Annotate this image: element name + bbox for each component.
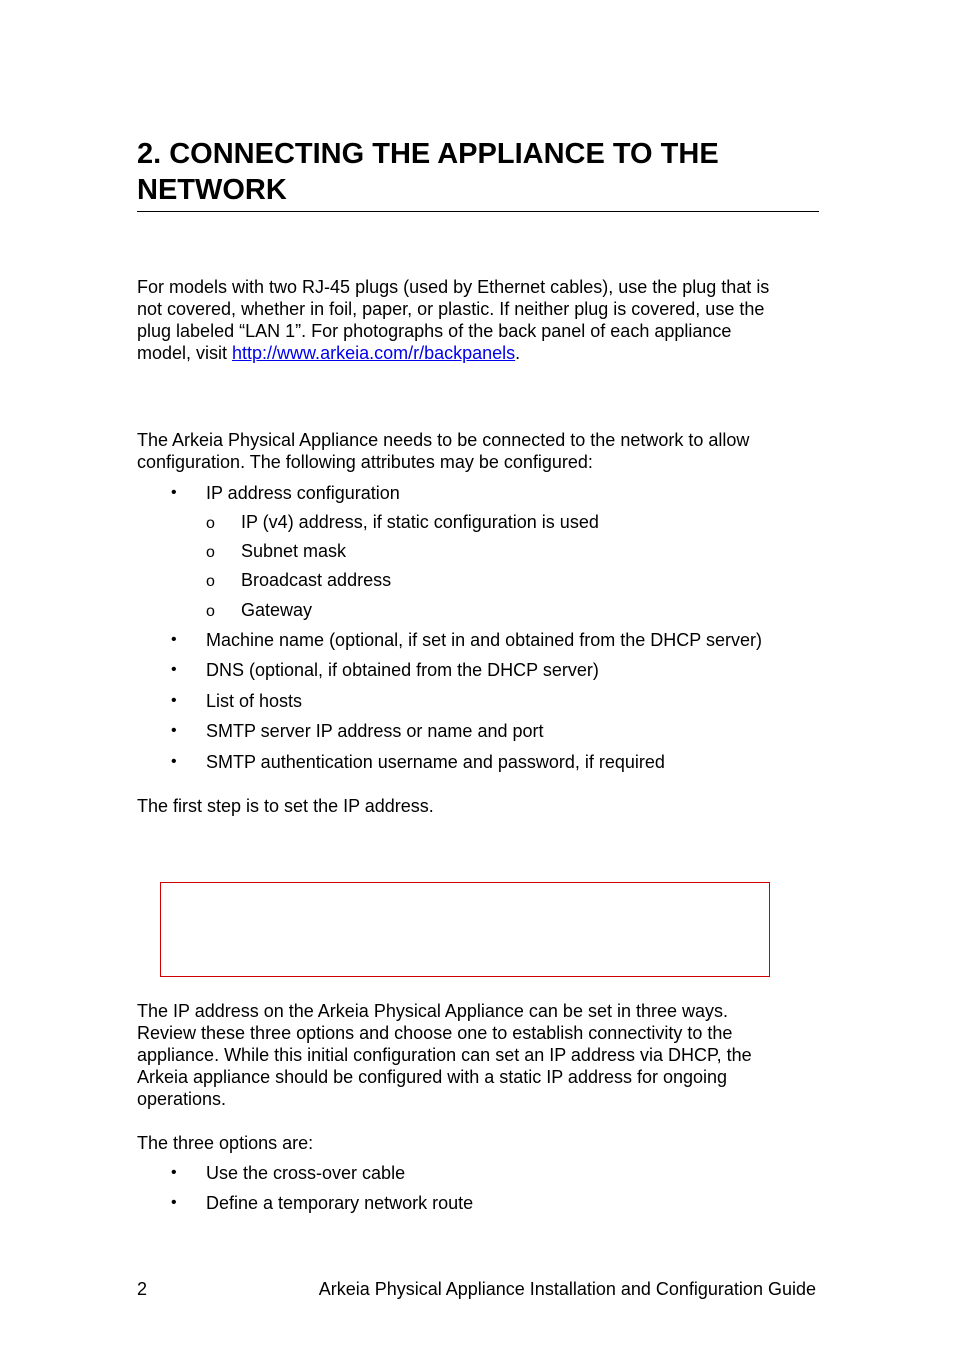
bullet-icon: • xyxy=(171,484,177,501)
ip-paragraph-line: Review these three options and choose one to establish connectivity to the xyxy=(137,1023,733,1043)
sub-bullet-icon: o xyxy=(206,603,215,620)
list-item-text: Machine name (optional, if set in and obtained from the DHCP server) xyxy=(206,630,762,650)
sub-bullet-icon: o xyxy=(206,515,215,532)
list-item-text: SMTP authentication username and password, if required xyxy=(206,752,665,772)
list-item-text: Define a temporary network route xyxy=(206,1193,474,1213)
sub-list-item-text: Gateway xyxy=(241,600,313,620)
intro-line: not covered, whether in foil, paper, or plastic. If neither plug is covered, use the xyxy=(137,299,765,319)
intro-line: For models with two RJ-45 plugs (used by Ethernet cables), use the plug that is xyxy=(137,277,770,297)
list-item-text: Use the cross-over cable xyxy=(206,1163,406,1183)
bullet-icon: • xyxy=(171,631,177,648)
config-intro-paragraph xyxy=(137,429,827,473)
bullet-icon: • xyxy=(171,692,177,709)
config-intro-line: The Arkeia Physical Appliance needs to be connected to the network to allow xyxy=(137,430,750,450)
ip-paragraph-line: operations. xyxy=(137,1089,227,1109)
footer-title: Arkeia Physical Appliance Installation and Configuration Guide xyxy=(318,1279,816,1299)
sub-list-item-text: Subnet mask xyxy=(241,541,347,561)
chapter-heading: 2. CONNECTING THE APPLIANCE TO THE NETWORK xyxy=(137,136,819,212)
options-intro-text: The three options are: xyxy=(137,1133,314,1153)
intro-line-prefix: model, visit xyxy=(137,343,233,363)
page-number: 2 xyxy=(137,1279,148,1299)
list-item-text: DNS (optional, if obtained from the DHCP server) xyxy=(206,660,599,680)
bullet-icon: • xyxy=(171,753,177,770)
ip-paragraph-line: The IP address on the Arkeia Physical Appliance can be set in three ways. xyxy=(137,1001,729,1021)
ip-paragraph-line: appliance. While this initial configuration can set an IP address via DHCP, the xyxy=(137,1045,752,1065)
first-step-text: The first step is to set the IP address. xyxy=(137,796,434,816)
ip-paragraph-line: Arkeia appliance should be configured with a static IP address for ongoing xyxy=(137,1067,728,1087)
intro-line: plug labeled “LAN 1”. For photographs of the back panel of each appliance xyxy=(137,321,732,341)
list-item-text: List of hosts xyxy=(206,691,303,711)
config-intro-line: configuration. The following attributes may be configured: xyxy=(137,452,593,472)
bullet-icon: • xyxy=(171,722,177,739)
ip-paragraph xyxy=(137,1000,827,1110)
bullet-icon: • xyxy=(171,1164,177,1181)
sub-list-item-text: Broadcast address xyxy=(241,570,392,590)
note-box xyxy=(160,882,770,977)
list-item-text: SMTP server IP address or name and port xyxy=(206,721,544,741)
bullet-icon: • xyxy=(171,1194,177,1211)
backpanels-link[interactable]: http://www.arkeia.com/r/backpanels xyxy=(232,343,516,363)
sub-bullet-icon: o xyxy=(206,544,215,561)
list-item-text: IP address configuration xyxy=(206,483,400,503)
intro-line-suffix: . xyxy=(515,343,521,363)
sub-list-item-text: IP (v4) address, if static configuration is used xyxy=(241,512,599,532)
bullet-icon: • xyxy=(171,661,177,678)
intro-paragraph xyxy=(137,276,827,364)
sub-bullet-icon: o xyxy=(206,573,215,590)
